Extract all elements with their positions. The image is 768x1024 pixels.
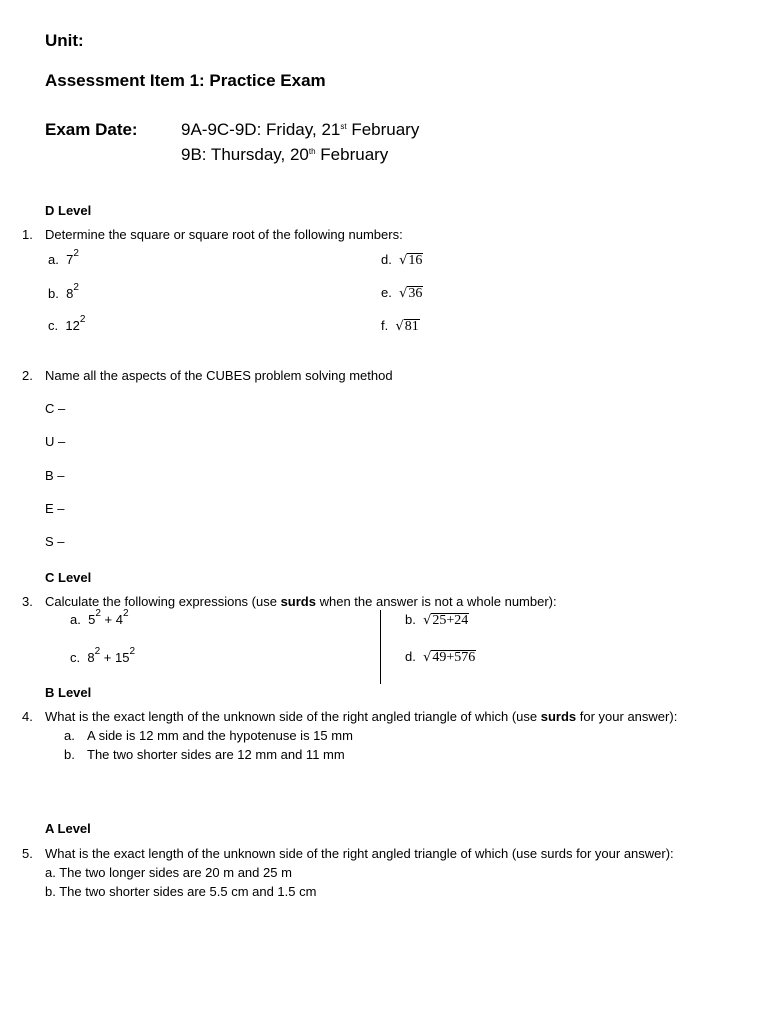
radical-icon: √ — [395, 319, 404, 334]
square-root — [423, 650, 476, 665]
item-label: d. — [381, 252, 392, 267]
q5-item-a: a. The two longer sides are 20 m and 25 m — [45, 865, 292, 880]
cubes-letter-s: S – — [45, 534, 65, 549]
date-ordinal: st — [340, 122, 347, 131]
date-month: February — [315, 145, 389, 164]
square-root — [423, 613, 469, 628]
question-2-text: Name all the aspects of the CUBES problem solving method — [45, 368, 393, 383]
item-label: f. — [381, 318, 389, 333]
radicand: 16 — [408, 253, 423, 268]
square-root — [399, 253, 423, 268]
q3-item-a — [70, 608, 129, 627]
item-exponent: 2 — [122, 608, 129, 619]
radical-icon: √ — [423, 650, 432, 665]
q4-item-a: A side is 12 mm and the hypotenuse is 15 mm — [87, 728, 353, 743]
radical-icon: √ — [399, 253, 408, 268]
assessment-title: Assessment Item 1: Practice Exam — [45, 71, 326, 90]
item-base: 4 — [115, 612, 123, 627]
item-label: b. — [48, 286, 59, 301]
item-label: c. — [70, 650, 81, 665]
radicand: 81 — [404, 319, 419, 334]
question-number: 4. — [22, 709, 33, 724]
exam-date-line-2 — [181, 145, 388, 165]
item-base: 12 — [65, 318, 80, 333]
q1-item-c — [48, 314, 86, 333]
text-part: Calculate the following expressions (use — [45, 594, 281, 609]
item-label: c. — [48, 318, 59, 333]
item-label: e. — [381, 285, 392, 300]
cubes-letter-c: C – — [45, 401, 66, 416]
q1-item-b — [48, 282, 79, 301]
exam-date-label: Exam Date: — [45, 120, 138, 139]
item-label: a. — [48, 252, 59, 267]
q3-item-b — [405, 612, 469, 628]
cubes-letter-b: B – — [45, 468, 65, 483]
q4-item-b: The two shorter sides are 12 mm and 11 mm — [87, 747, 345, 762]
date-month: February — [346, 120, 420, 139]
item-exponent: 2 — [79, 314, 86, 325]
emphasis-surds: surds — [280, 594, 316, 609]
operator: + — [100, 650, 115, 665]
c-level-heading: C Level — [45, 570, 92, 585]
q1-item-e — [381, 285, 423, 301]
radicand: 25+24 — [432, 613, 469, 628]
cubes-letter-e: E – — [45, 501, 65, 516]
question-5-text: What is the exact length of the unknown side of the right angled triangle of which (use surds for your answer): — [45, 846, 674, 861]
q3-item-c — [70, 646, 136, 665]
question-3-text — [45, 594, 557, 609]
item-base: 8 — [66, 286, 74, 301]
question-number: 5. — [22, 846, 33, 861]
question-number: 2. — [22, 368, 33, 383]
item-base: 15 — [114, 650, 130, 665]
q3-item-d — [405, 649, 476, 665]
text-part: when the answer is not a whole number): — [315, 594, 557, 609]
emphasis-surds: surds — [540, 709, 577, 724]
unit-label: Unit: — [45, 31, 84, 50]
item-exponent: 2 — [73, 248, 79, 259]
column-divider — [380, 610, 381, 684]
date-text: 9B: Thursday, 20 — [181, 145, 309, 164]
text-part: What is the exact length of the unknown side of the right angled triangle of which (use — [45, 709, 541, 724]
question-number: 1. — [22, 227, 33, 242]
a-level-heading: A Level — [45, 821, 91, 836]
question-4-text — [45, 709, 677, 724]
item-exponent: 2 — [94, 646, 101, 657]
square-root — [399, 286, 423, 301]
sub-label: b. — [64, 747, 75, 762]
cubes-letter-u: U – — [45, 434, 66, 449]
item-label: d. — [405, 649, 416, 664]
item-base: 5 — [88, 612, 96, 627]
exam-date-line-1 — [181, 120, 419, 140]
date-text: 9A-9C-9D: Friday, 21 — [181, 120, 341, 139]
item-exponent: 2 — [73, 282, 79, 293]
q5-item-b: b. The two shorter sides are 5.5 cm and 1.5 cm — [45, 884, 317, 899]
item-exponent: 2 — [129, 646, 136, 657]
text-part: for your answer): — [576, 709, 678, 724]
item-exponent: 2 — [95, 608, 101, 619]
date-ordinal: th — [308, 147, 316, 156]
question-1-text: Determine the square or square root of the following numbers: — [45, 227, 403, 242]
radical-icon: √ — [423, 613, 432, 628]
radicand: 36 — [408, 286, 423, 301]
item-base: 7 — [66, 252, 74, 267]
b-level-heading: B Level — [45, 685, 92, 700]
q1-item-a — [48, 248, 79, 267]
square-root — [395, 319, 419, 334]
d-level-heading: D Level — [45, 203, 92, 218]
sub-label: a. — [64, 728, 75, 743]
item-label: a. — [70, 612, 81, 627]
item-label: b. — [405, 612, 416, 627]
radical-icon: √ — [399, 286, 408, 301]
item-base: 8 — [87, 650, 95, 665]
operator: + — [100, 612, 116, 627]
q1-item-f — [381, 318, 420, 334]
q1-item-d — [381, 252, 423, 268]
radicand: 49+576 — [432, 650, 476, 665]
question-number: 3. — [22, 594, 33, 609]
